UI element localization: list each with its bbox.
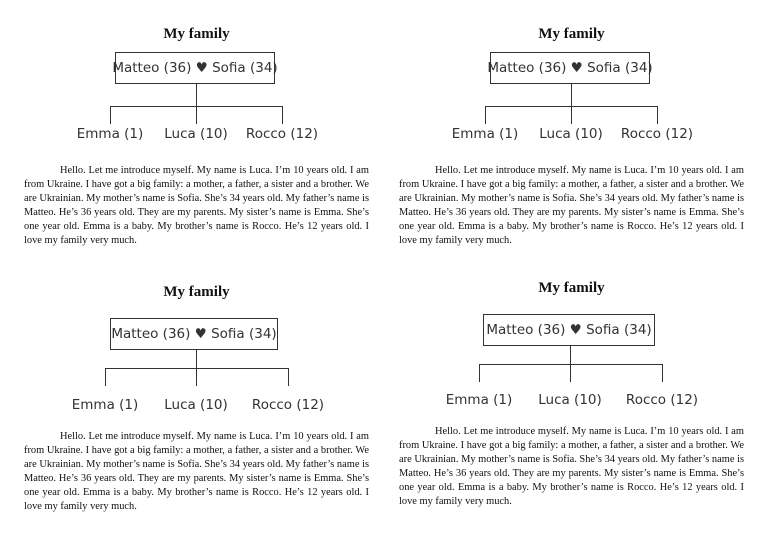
- branch-line: [479, 364, 663, 365]
- drop-line-left: [485, 106, 486, 124]
- child-label-luca: Luca (10): [539, 126, 603, 142]
- drop-line-left: [105, 368, 106, 386]
- drop-line-center: [570, 364, 571, 382]
- family-panel-bottom-right: [399, 280, 744, 520]
- child-label-luca: Luca (10): [164, 397, 228, 413]
- child-label-emma: Emma (1): [445, 392, 513, 408]
- parents-box: Matteo (36) ♥ Sofia (34): [483, 314, 655, 346]
- family-tree: [24, 52, 369, 152]
- child-label-emma: Emma (1): [76, 126, 144, 142]
- child-label-luca: Luca (10): [164, 126, 228, 142]
- drop-line-center: [196, 106, 197, 124]
- drop-line-right: [282, 106, 283, 124]
- stem-line: [571, 84, 572, 106]
- drop-line-left: [110, 106, 111, 124]
- child-label-rocco: Rocco (12): [245, 126, 319, 142]
- child-label-emma: Emma (1): [71, 397, 139, 413]
- child-label-rocco: Rocco (12): [251, 397, 325, 413]
- family-tree: [399, 314, 744, 414]
- drop-line-right: [662, 364, 663, 382]
- parents-box: Matteo (36) ♥ Sofia (34): [115, 52, 275, 84]
- intro-paragraph: Hello. Let me introduce myself. My name is Luca. I’m 10 years old. I am from Ukraine. I have got a big family: a mother, a father, a sister and a brother. We are Ukrainian. My mother’s name is Sofia. She’s 34 years old. My father’s name is Matteo. He’s 36 years old. They are my parents. My sister’s name is Emma. She’s one year old. Emma is a baby. My brother’s name is Rocco. He’s 12 years old. I love my family very much.: [24, 165, 369, 246]
- parents-box: Matteo (36) ♥ Sofia (34): [110, 318, 278, 350]
- stem-line: [196, 84, 197, 106]
- stem-line: [196, 350, 197, 368]
- drop-line-right: [657, 106, 658, 124]
- family-tree: [399, 52, 744, 152]
- family-panel-top-right: [399, 26, 744, 266]
- intro-paragraph: Hello. Let me introduce myself. My name is Luca. I’m 10 years old. I am from Ukraine. I have got a big family: a mother, a father, a sister and a brother. We are Ukrainian. My mother’s name is Sofia. She’s 34 years old. My father’s name is Matteo. He’s 36 years old. They are my parents. My sister’s name is Emma. She’s one year old. Emma is a baby. My brother’s name is Rocco. He’s 12 years old. I love my family very much.: [399, 165, 744, 246]
- family-tree: [24, 318, 369, 418]
- panel-title: My family: [538, 280, 605, 296]
- panel-title: My family: [163, 26, 230, 42]
- family-panel-bottom-left: [24, 284, 369, 524]
- child-label-luca: Luca (10): [538, 392, 602, 408]
- child-label-rocco: Rocco (12): [625, 392, 699, 408]
- child-label-rocco: Rocco (12): [620, 126, 694, 142]
- panel-title: My family: [163, 284, 230, 300]
- parents-box: Matteo (36) ♥ Sofia (34): [490, 52, 650, 84]
- child-label-emma: Emma (1): [451, 126, 519, 142]
- drop-line-right: [288, 368, 289, 386]
- drop-line-left: [479, 364, 480, 382]
- family-panel-top-left: [24, 26, 369, 266]
- drop-line-center: [571, 106, 572, 124]
- intro-paragraph: Hello. Let me introduce myself. My name is Luca. I’m 10 years old. I am from Ukraine. I have got a big family: a mother, a father, a sister and a brother. We are Ukrainian. My mother’s name is Sofia. She’s 34 years old. My father’s name is Matteo. He’s 36 years old. They are my parents. My sister’s name is Emma. She’s one year old. Emma is a baby. My brother’s name is Rocco. He’s 12 years old. I love my family very much.: [399, 426, 744, 507]
- panel-title: My family: [538, 26, 605, 42]
- drop-line-center: [196, 368, 197, 386]
- branch-line: [105, 368, 289, 369]
- intro-paragraph: Hello. Let me introduce myself. My name is Luca. I’m 10 years old. I am from Ukraine. I have got a big family: a mother, a father, a sister and a brother. We are Ukrainian. My mother’s name is Sofia. She’s 34 years old. My father’s name is Matteo. He’s 36 years old. They are my parents. My sister’s name is Emma. She’s one year old. Emma is a baby. My brother’s name is Rocco. He’s 12 years old. I love my family very much.: [24, 431, 369, 512]
- stem-line: [570, 346, 571, 364]
